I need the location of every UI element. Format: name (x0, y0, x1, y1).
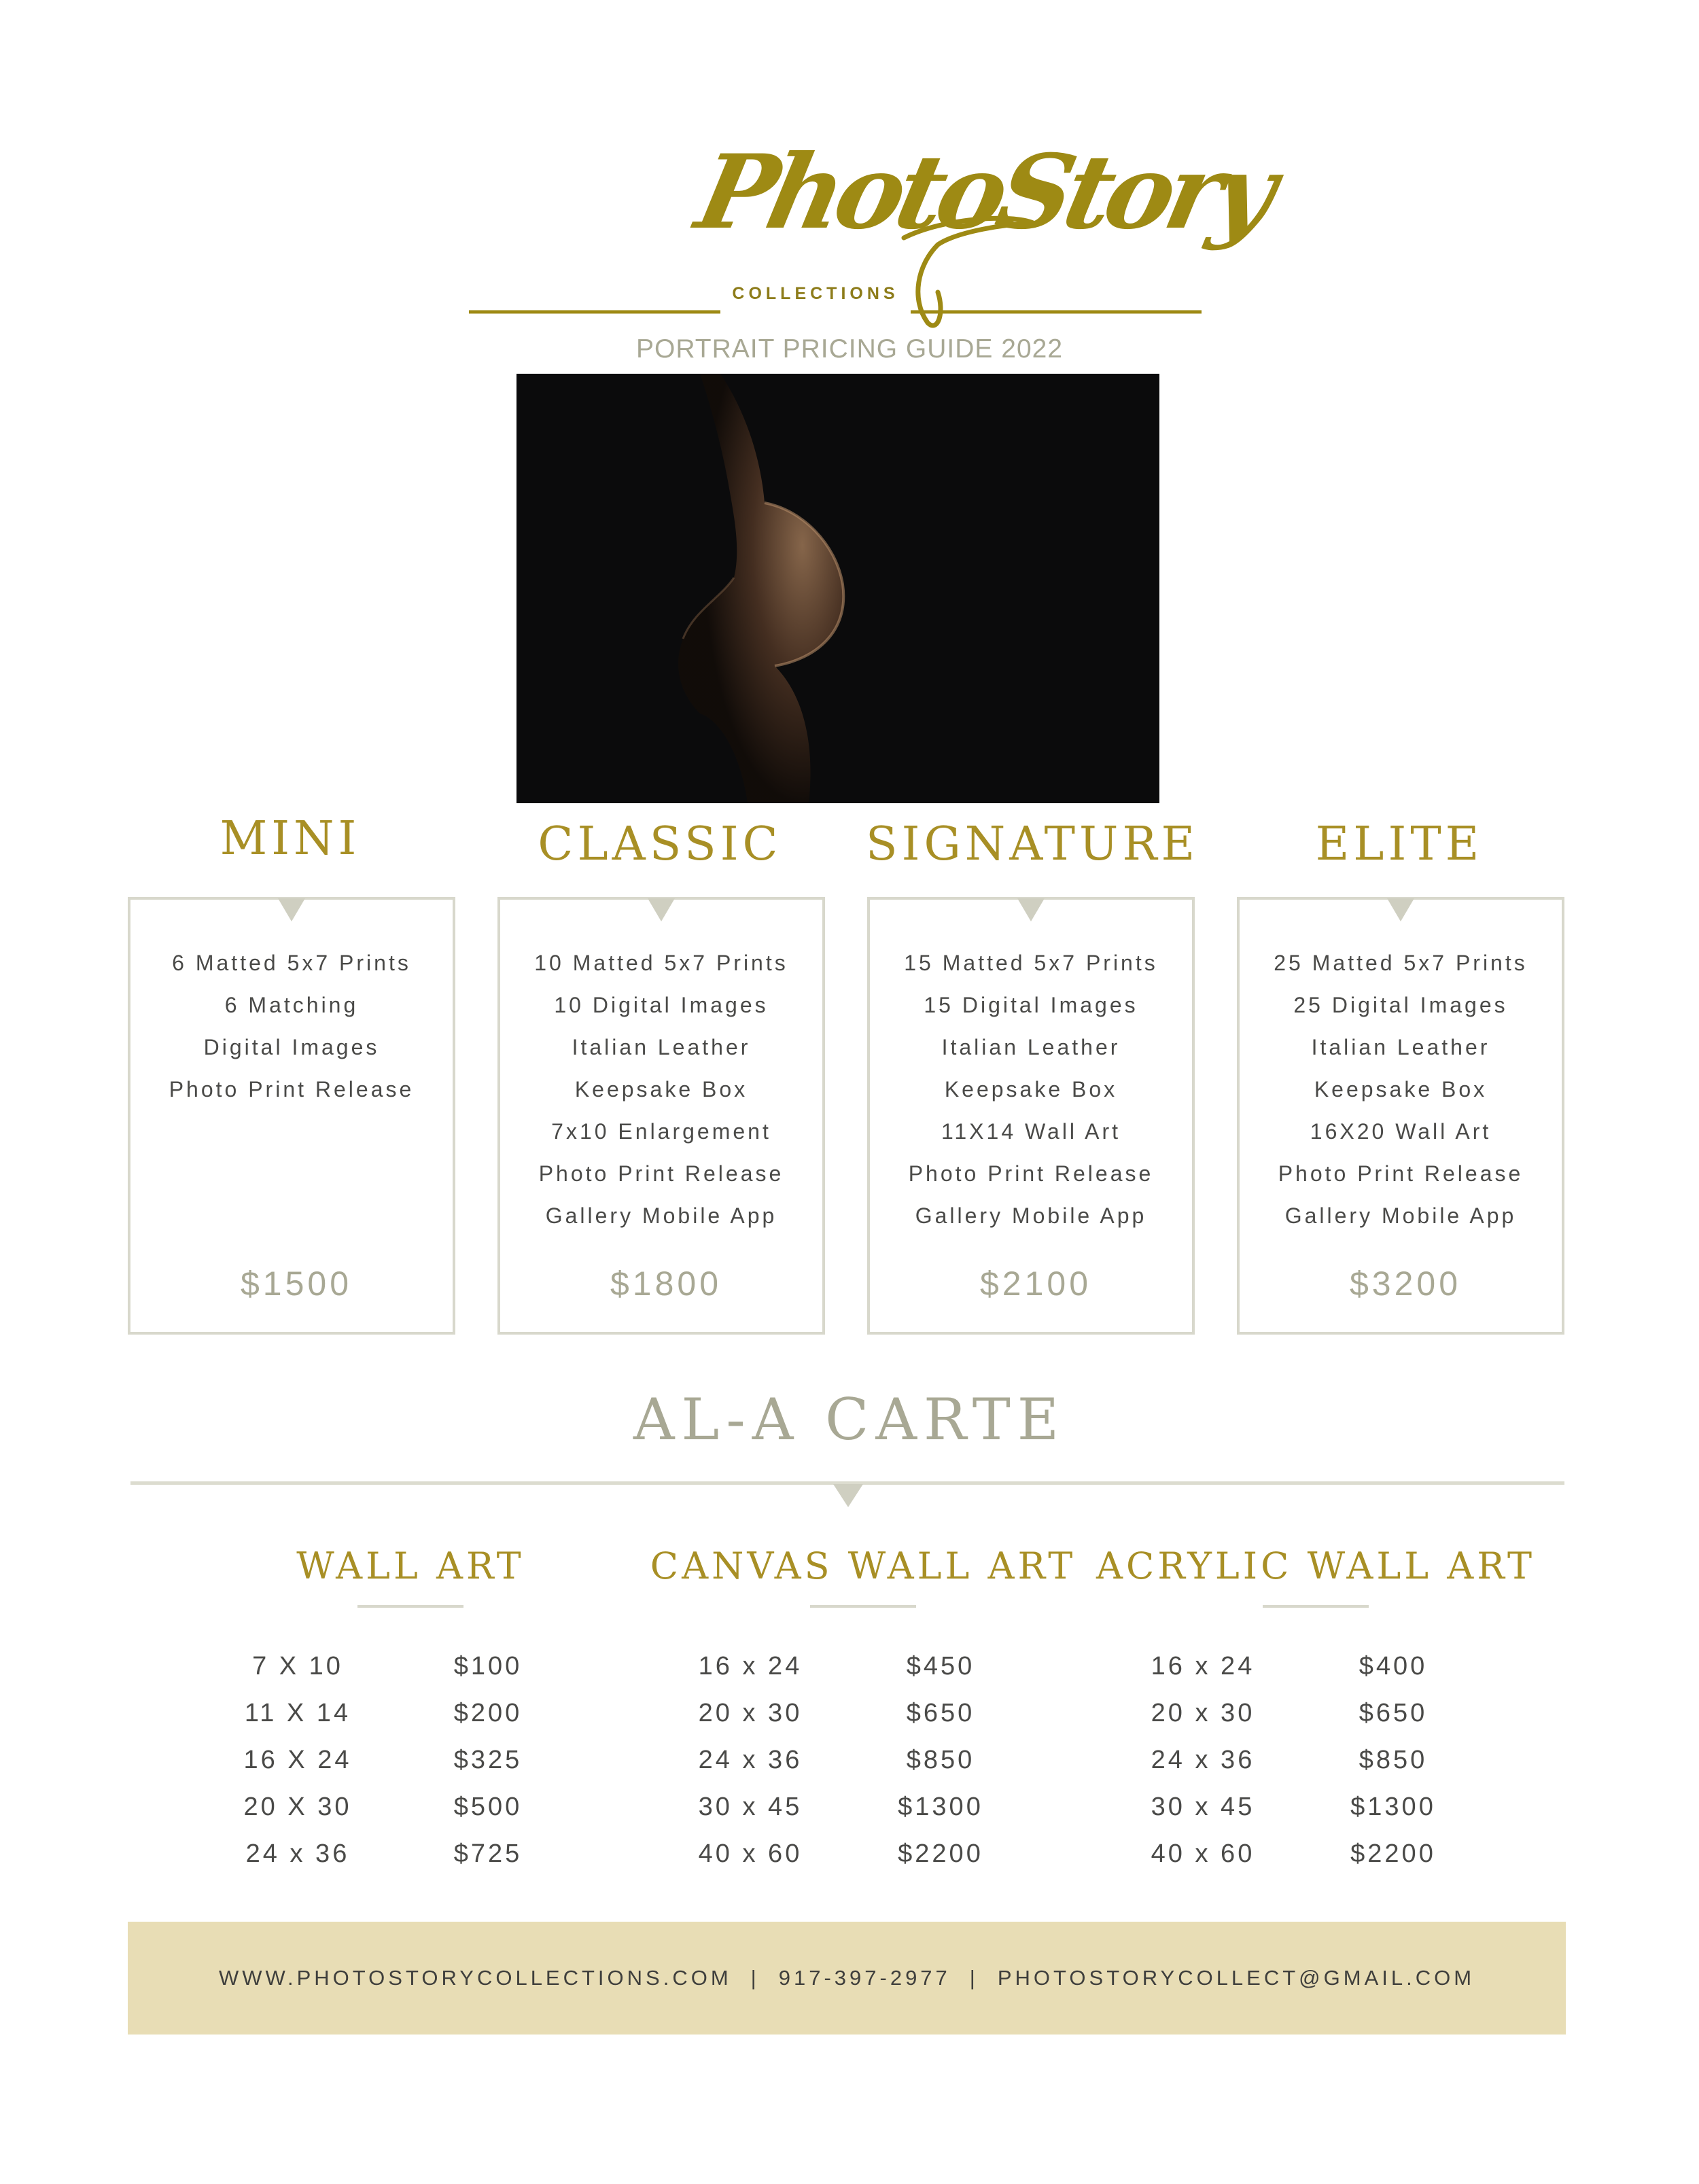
price-row (1091, 1831, 1540, 1878)
email-link[interactable]: PHOTOSTORYCOLLECT@GMAIL.COM (997, 1966, 1475, 1990)
size-price: $200 (453, 1699, 523, 1727)
notch-marker (648, 898, 675, 921)
package-title-signature: SIGNATURE (866, 817, 1199, 871)
package-item: 10 Matted 5x7 Prints (534, 951, 788, 975)
size-label: 40 x 60 (698, 1839, 803, 1868)
package-items (870, 942, 1192, 1237)
price-row (186, 1690, 635, 1737)
footer-separator: | (969, 1966, 979, 1990)
package-item: Italian Leather (572, 1035, 751, 1059)
title-underline (1263, 1605, 1369, 1608)
package-card-signature (867, 897, 1195, 1335)
package-title-classic: CLASSIC (538, 817, 782, 871)
package-item: Gallery Mobile App (915, 1203, 1147, 1228)
package-item: 7x10 Enlargement (551, 1119, 771, 1144)
size-label: 11 X 14 (244, 1699, 351, 1727)
package-card-classic (497, 897, 825, 1335)
brand-logo (469, 133, 1280, 340)
price-list (639, 1643, 1087, 1878)
size-price: $1300 (898, 1793, 983, 1821)
art-column-title: CANVAS WALL ART (650, 1545, 1076, 1587)
size-label: 16 x 24 (698, 1652, 803, 1680)
package-item: 11X14 Wall Art (941, 1119, 1121, 1144)
package-item: Gallery Mobile App (545, 1203, 777, 1228)
alacarte-heading: AL-A CARTE (633, 1386, 1066, 1453)
package-item: 25 Matted 5x7 Prints (1274, 951, 1528, 975)
package-item: Photo Print Release (1278, 1161, 1524, 1186)
price-row (186, 1784, 635, 1831)
contact-footer (128, 1922, 1566, 2035)
package-title-elite: ELITE (1315, 817, 1484, 871)
package-item: Italian Leather (941, 1035, 1121, 1059)
price-row (1091, 1784, 1540, 1831)
art-column-title: ACRYLIC WALL ART (1096, 1545, 1536, 1587)
size-label: 30 x 45 (698, 1793, 803, 1821)
price-row (1091, 1737, 1540, 1784)
price-row (639, 1784, 1087, 1831)
package-card-elite (1237, 897, 1564, 1335)
package-price: $3200 (1349, 1265, 1462, 1303)
package-items (500, 942, 822, 1237)
notch-marker (1387, 898, 1414, 921)
package-item: 10 Digital Images (554, 993, 769, 1017)
size-price: $1300 (1350, 1793, 1436, 1821)
package-item: 15 Matted 5x7 Prints (904, 951, 1158, 975)
size-price: $2200 (898, 1839, 983, 1868)
price-row (639, 1737, 1087, 1784)
package-items (1240, 942, 1562, 1237)
package-item: 16X20 Wall Art (1310, 1119, 1492, 1144)
size-price: $850 (906, 1746, 975, 1774)
notch-marker (833, 1484, 863, 1507)
price-row (186, 1643, 635, 1690)
package-price: $1500 (240, 1265, 353, 1303)
art-column-title: WALL ART (296, 1545, 525, 1587)
size-label: 24 x 36 (698, 1746, 803, 1774)
package-title-mini: MINI (220, 812, 361, 866)
package-card-mini (128, 897, 455, 1335)
size-price: $650 (1359, 1699, 1428, 1727)
package-price: $1800 (610, 1265, 722, 1303)
size-label: 16 x 24 (1151, 1652, 1255, 1680)
size-label: 24 x 36 (245, 1839, 350, 1868)
silhouette-graphic (516, 374, 1159, 803)
package-items (130, 942, 453, 1110)
page-subtitle: PORTRAIT PRICING GUIDE 2022 (635, 334, 1064, 364)
phone-link[interactable]: 917-397-2977 (778, 1966, 951, 1990)
size-label: 20 X 30 (243, 1793, 352, 1821)
size-price: $100 (453, 1652, 523, 1680)
canvas-wall-art-column (639, 1543, 1087, 1878)
price-list (186, 1643, 635, 1878)
wall-art-column (186, 1543, 635, 1878)
size-price: $450 (906, 1652, 975, 1680)
package-item: Photo Print Release (538, 1161, 784, 1186)
package-item: Gallery Mobile App (1284, 1203, 1517, 1228)
package-item: 6 Matching (224, 993, 359, 1017)
logo-collections-text: COLLECTIONS (732, 284, 899, 303)
price-list (1091, 1643, 1540, 1878)
footer-contact-line (128, 1922, 1566, 2035)
notch-marker (278, 898, 305, 921)
logo-script-text: PhotoStory (687, 133, 1280, 252)
price-row (1091, 1643, 1540, 1690)
package-item: Keepsake Box (944, 1077, 1118, 1102)
package-price: $2100 (979, 1265, 1092, 1303)
website-link[interactable]: WWW.PHOTOSTORYCOLLECTIONS.COM (218, 1966, 732, 1990)
size-label: 16 X 24 (243, 1746, 352, 1774)
title-underline (357, 1605, 463, 1608)
notch-marker (1017, 898, 1045, 921)
size-price: $850 (1359, 1746, 1428, 1774)
size-price: $325 (453, 1746, 523, 1774)
size-label: 24 x 36 (1151, 1746, 1255, 1774)
price-row (639, 1690, 1087, 1737)
size-price: $2200 (1350, 1839, 1436, 1868)
package-item: 25 Digital Images (1293, 993, 1508, 1017)
package-item: Keepsake Box (1314, 1077, 1488, 1102)
price-row (639, 1831, 1087, 1878)
size-label: 7 X 10 (252, 1652, 343, 1680)
footer-separator: | (750, 1966, 760, 1990)
size-label: 40 x 60 (1151, 1839, 1255, 1868)
size-price: $400 (1359, 1652, 1428, 1680)
size-price: $500 (453, 1793, 523, 1821)
package-item: Photo Print Release (169, 1077, 415, 1102)
package-item: Italian Leather (1311, 1035, 1490, 1059)
size-price: $725 (453, 1839, 523, 1868)
size-label: 30 x 45 (1151, 1793, 1255, 1821)
package-item: Keepsake Box (574, 1077, 748, 1102)
acrylic-wall-art-column (1091, 1543, 1540, 1878)
price-row (186, 1831, 635, 1878)
package-item: Photo Print Release (908, 1161, 1154, 1186)
title-underline (810, 1605, 916, 1608)
size-label: 20 x 30 (1151, 1699, 1255, 1727)
maternity-silhouette-photo (516, 374, 1159, 803)
package-item: Digital Images (203, 1035, 380, 1059)
package-item: 6 Matted 5x7 Prints (172, 951, 411, 975)
price-row (1091, 1690, 1540, 1737)
price-row (186, 1737, 635, 1784)
size-price: $650 (906, 1699, 975, 1727)
size-label: 20 x 30 (698, 1699, 803, 1727)
price-row (639, 1643, 1087, 1690)
package-item: 15 Digital Images (924, 993, 1138, 1017)
